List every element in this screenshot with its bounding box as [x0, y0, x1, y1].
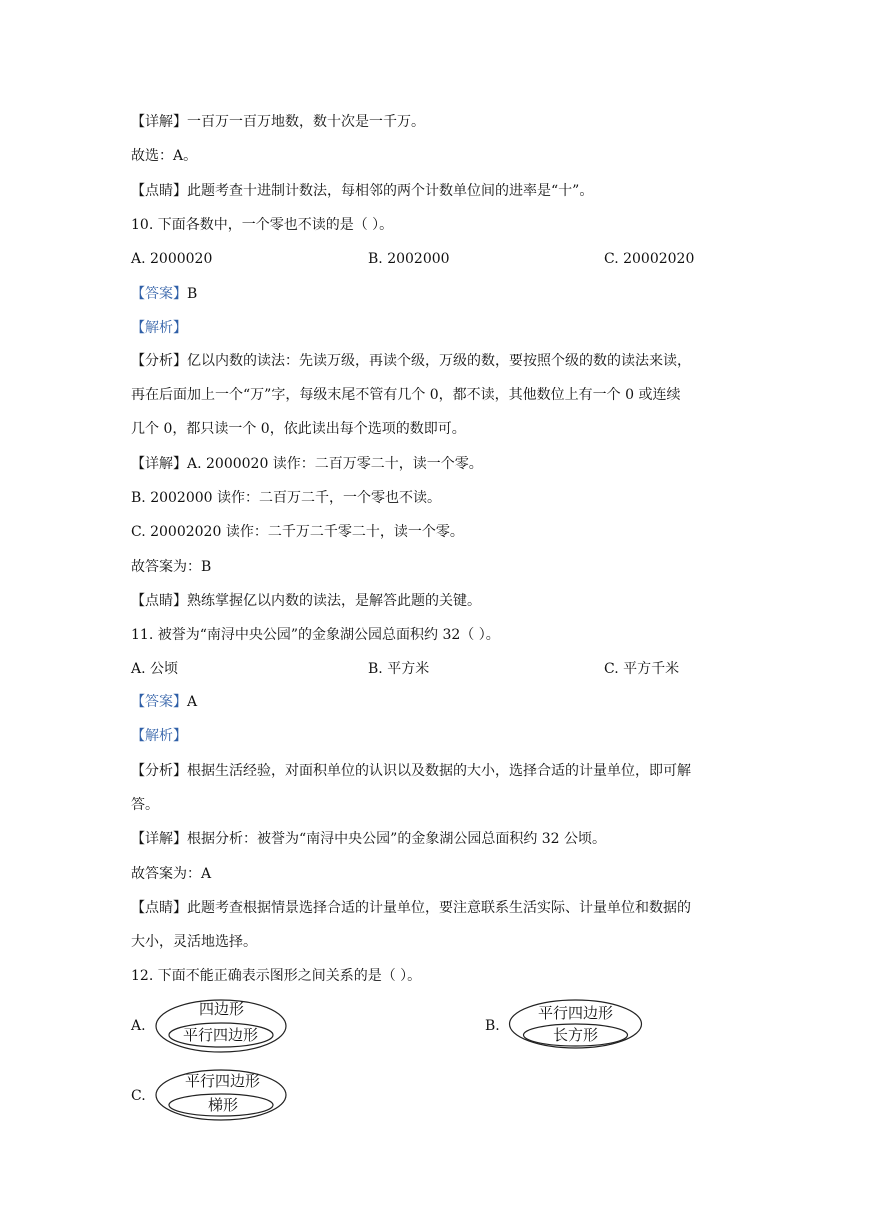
q10-analysis-line: 再在后面加上一个“万”字，每级末尾不管有几个 0，都不读，其他数位上有一个 0 或连续 [131, 387, 681, 403]
q11-comment-line: 【点睛】此题考查根据情景选择合适的计量单位，要注意联系生活实际、计量单位和数据的 [131, 900, 691, 916]
q10-analysis-label: 【解析】 [131, 320, 187, 336]
inner-label: 梯形 [208, 1096, 239, 1114]
q12-option-a-diagram [154, 998, 288, 1054]
q10-analysis-line: 几个 0，都只读一个 0，依此读出每个选项的数即可。 [131, 421, 466, 437]
q10-comment: 【点睛】熟练掌握亿以内数的读法，是解答此题的关键。 [131, 593, 481, 609]
q11-analysis-line: 【分析】根据生活经验，对面积单位的认识以及数据的大小，选择合适的计量单位，即可解 [131, 763, 691, 779]
q11-final: 故答案为：A [131, 866, 212, 882]
outer-label: 平行四边形 [185, 1072, 261, 1090]
q10-option-a: A. 2000020 [131, 251, 213, 267]
q12-option-a-label: A. [131, 1018, 146, 1034]
q11-option-a: A. 公顷 [131, 661, 179, 677]
q11-comment-line: 大小，灵活地选择。 [131, 934, 257, 950]
q10-final: 故答案为：B [131, 559, 212, 575]
q11-option-c: C. 平方千米 [604, 661, 680, 677]
q11-answer [131, 692, 197, 712]
q10-analysis-line: 【分析】亿以内数的读法：先读万级，再读个级，万级的数，要按照个级的数的读法来读， [131, 353, 691, 369]
q9-choice: 故选：A。 [131, 148, 198, 164]
answer-label: 【答案】 [131, 694, 187, 710]
q11-question: 11. 被誉为“南浔中央公园”的金象湖公园总面积约 32（ ）。 [131, 627, 500, 643]
q9-detail: 【详解】一百万一百万地数，数十次是一千万。 [131, 114, 425, 130]
outer-label: 四边形 [199, 1000, 245, 1018]
inner-label: 平行四边形 [183, 1026, 259, 1044]
q12-question: 12. 下面不能正确表示图形之间关系的是（ ）。 [131, 968, 422, 984]
inner-label: 长方形 [553, 1026, 599, 1044]
answer-label: 【答案】 [131, 286, 187, 302]
q10-option-c: C. 20002020 [604, 251, 695, 267]
outer-label: 平行四边形 [538, 1004, 614, 1022]
q10-detail-line: B. 2002000 读作：二百万二千，一个零也不读。 [131, 490, 441, 506]
q11-analysis-line: 答。 [131, 797, 159, 813]
q11-analysis-label: 【解析】 [131, 728, 187, 744]
q10-detail-line: 【详解】A. 2000020 读作：二百万零二十，读一个零。 [131, 456, 483, 472]
q10-answer [131, 284, 197, 304]
q11-option-b: B. 平方米 [368, 661, 430, 677]
q10-detail-line: C. 20002020 读作：二千万二千零二十，读一个零。 [131, 524, 464, 540]
q10-option-b: B. 2002000 [368, 251, 450, 267]
q9-comment: 【点睛】此题考查十进制计数法，每相邻的两个计数单位间的进率是“十”。 [131, 183, 594, 199]
answer-value: A [187, 694, 198, 710]
q12-option-c-label: C. [131, 1088, 146, 1104]
q12-option-b-label: B. [485, 1018, 500, 1034]
q11-detail: 【详解】根据分析：被誉为“南浔中央公园”的金象湖公园总面积约 32 公顷。 [131, 831, 607, 847]
q10-question: 10. 下面各数中，一个零也不读的是（ ）。 [131, 217, 394, 233]
q12-option-b-diagram [508, 999, 643, 1049]
q12-option-c-diagram [154, 1068, 288, 1122]
answer-value: B [187, 286, 198, 302]
